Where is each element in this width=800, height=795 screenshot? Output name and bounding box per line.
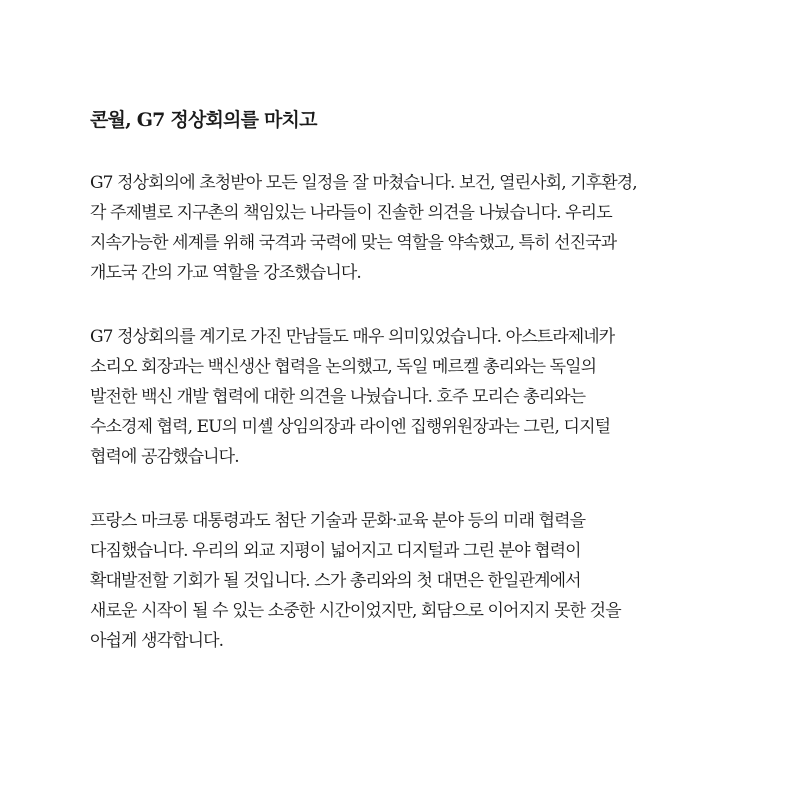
paragraph-line: 지속가능한 세계를 위해 국격과 국력에 맞는 역할을 약속했고, 특히 선진국과: [90, 233, 617, 253]
paragraph-line: 개도국 간의 가교 역할을 강조했습니다.: [90, 263, 361, 283]
paragraph-line: 각 주제별로 지구촌의 책임있는 나라들이 진솔한 의견을 나눴습니다. 우리도: [90, 203, 612, 223]
document-title: 콘월, G7 정상회의를 마치고: [90, 109, 317, 131]
paragraph-line: G7 정상회의를 계기로 가진 만남들도 매우 의미있었습니다. 아스트라제네카: [90, 327, 615, 347]
document-page: [90, 105, 750, 690]
paragraph-line: 아쉽게 생각합니다.: [90, 631, 224, 651]
paragraph-line: 프랑스 마크롱 대통령과도 첨단 기술과 문화·교육 분야 등의 미래 협력을: [90, 511, 586, 531]
paragraph-2: [90, 322, 750, 472]
paragraph-line: 협력에 공감했습니다.: [90, 447, 239, 467]
paragraph-line: 다짐했습니다. 우리의 외교 지평이 넓어지고 디지털과 그린 분야 협력이: [90, 541, 581, 561]
paragraph-line: 새로운 시작이 될 수 있는 소중한 시간이었지만, 회담으로 이어지지 못한 것을: [90, 601, 621, 621]
paragraph-line: 수소경제 협력, EU의 미셸 상임의장과 라이엔 집행위원장과는 그린, 디지털: [90, 417, 611, 437]
paragraph-line: 확대발전할 기회가 될 것입니다. 스가 총리와의 첫 대면은 한일관계에서: [90, 571, 581, 591]
paragraph-3: [90, 506, 750, 656]
paragraph-1: [90, 168, 750, 288]
paragraph-line: 발전한 백신 개발 협력에 대한 의견을 나눴습니다. 호주 모리슨 총리와는: [90, 387, 586, 407]
paragraph-line: G7 정상회의에 초청받아 모든 일정을 잘 마쳤습니다. 보건, 열린사회, 기후환경,: [90, 173, 637, 193]
paragraph-line: 소리오 회장과는 백신생산 협력을 논의했고, 독일 메르켈 총리와는 독일의: [90, 357, 597, 377]
